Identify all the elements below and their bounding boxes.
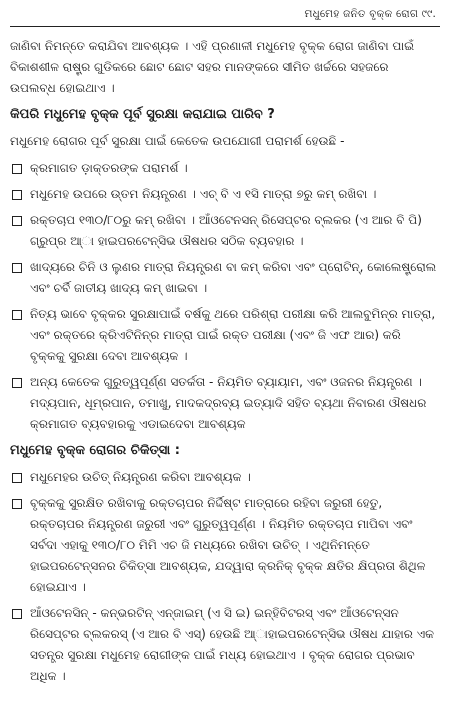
list-item [10, 158, 438, 179]
list-item-text: ଖାଦ୍ୟରେ ଚିନି ଓ ଲୁଣର ମାତ୍ରା ନିୟନ୍ତ୍ରଣ ବା କମ୍ କରିବା ଏବଂ ପ୍ରୋଟିନ୍, କୋଲେଷ୍ଟ୍ରୋଲ ଏବଂ ଚର୍ବି ଜାତୀୟ ଖାଦ୍ୟ କମ୍ ଖାଇବା । [30, 260, 437, 295]
list-item-text: କ୍ରମାଗତ ଡ଼ାକ୍ତରଙ୍କ ପରାମର୍ଶ । [30, 161, 188, 175]
list-item [10, 304, 438, 367]
section-heading-prevention: କିପରି ମଧୁମେହ ବୃକ୍କ ପୂର୍ବ ସୁରକ୍ଷା କରାଯାଇ ପାରିବ ? [10, 107, 275, 122]
prevention-list [10, 158, 438, 435]
checkbox-bullet-icon [12, 378, 22, 388]
list-item-text: ଅନ୍ୟ କେତେକ ଗୁରୁତ୍ୱପୂର୍ଣ୍ଣ ସତର୍କତା - ନିୟମିତ ବ୍ୟାୟାମ, ଏବଂ ଓଜନର ନିୟନ୍ତ୍ରଣ । ମଦ୍ୟପାନ, ଧୂମ୍ରପାନ, ତମାଖୁ, ମାଦକଦ୍ରବ୍ୟ ଇତ୍ୟାଦି ସହିତ ବ୍ୟଥା ନିବାରଣ ଔଷଧର କ୍ରମାଗତ ବ୍ୟବହାରକୁ ଏଡାଇଦେବା ଆବଶ୍ୟକ [30, 375, 427, 431]
checkbox-bullet-icon [12, 499, 22, 509]
list-item-text: ଆଁଓଟେନସିନ୍ - କନ୍ଭରଟିନ୍ ଏନ୍‌ଜାଇମ୍ (ଏ ସି ଇ) ଇନ୍‌ହିବିଟରସ୍ ଏବଂ ଆଁଓଟେନ୍‌ସନ ରିସେପ୍ଟର ବ୍ଲକରସ୍ (ଏ ଆର ବି ଏସ୍) ହେଉଛି ଆ୍ାହାଇପରଟେନ୍ସିଭ ଔଷଧ ଯାହାର ଏକ ସତନ୍ତ୍ର ସୁରକ୍ଷା ମଧୁମେହ ରୋଗୀଙ୍କ ପାଇଁ ମଧ୍ୟ ହୋଇଥାଏ । ବୃକ୍କ ରୋଗର ପ୍ରଭାବ ଅଧିକ । [30, 606, 434, 683]
header-rule [10, 26, 440, 27]
list-item-text: ନିତ୍ୟ ଭାବେ ବୃକ୍କର ସୁରକ୍ଷାପାଇଁ ବର୍ଷକୁ ଥରେ ପରିଶ୍ରା ପରୀକ୍ଷା କରି ଆଲବୁମିନ୍ର ମାତ୍ରା, ଏବଂ ରକ୍ତରେ କ୍ରିଏଟିନିନ୍ର ମାତ୍ରା ପାଇଁ ରକ୍ତ ପରୀକ୍ଷା (ଏବଂ ଜି ଏଫ ଆର) କରି ବୃକ୍କକୁ ସୁରକ୍ଷା ଦେବା ଆବଶ୍ୟକ । [30, 307, 436, 363]
treatment-list [10, 467, 438, 687]
list-item [10, 372, 438, 435]
list-item-text: ବୃକ୍କକୁ ସୁରକ୍ଷିତ ରଖିବାକୁ ରକ୍ତଚାପର ନିର୍ଦ୍ଦିଷ୍ଟ ମାତ୍ରାରେ ରହିବା ଜରୁରୀ ହେତୁ, ରକ୍ତଚାପର ନିୟନ୍ତ୍ରଣ ଜରୁରୀ ଏବଂ ଗୁରୁତ୍ୱପୂର୍ଣ୍ଣ । ନିୟମିତ ରକ୍ତଚାପ ମାପିବା ଏବଂ ସର୍ବଦା ଏହାକୁ ୧୩୦/୮୦ ମିମି ଏଚ ଜି ମଧ୍ୟରେ ରଖିବା ଉଚିତ୍ । ଏଥିନିମନ୍ତେ ହାଇପରଟେନ୍ସନର ଚିକିତ୍ସା ଆବଶ୍ୟକ, ଯଦ୍ୱାରା କ୍ରନିକ୍ ବୃକ୍କ କ୍ଷତିର କ୍ଷିପ୍ରତା ଶିଥିଳ ହୋଇଯାଏ । [30, 496, 426, 594]
list-item [10, 467, 438, 488]
checkbox-bullet-icon [12, 473, 22, 483]
list-item [10, 184, 438, 205]
page-content [10, 36, 438, 692]
running-head: ମଧୁମେହ ଜନିତ ବୃକ୍କ ରୋଗ ୯୯. [304, 8, 436, 20]
list-item-text: ମଧୁମେହ ଉପରେ ଉ୍ତମ ନିୟନ୍ତ୍ରଣ । ଏଚ୍ ବି ଏ ୧ସି ମାତ୍ରା ୭ରୁ କମ୍ ରଖିବା । [30, 187, 377, 201]
list-item [10, 257, 438, 299]
list-item-text: ମଧୁମେହର ଉଚିତ୍ ନିୟନ୍ତ୍ରଣ କରିବା ଆବଶ୍ୟକ । [30, 470, 251, 484]
list-item [10, 210, 438, 252]
checkbox-bullet-icon [12, 216, 22, 226]
section-lead: ମଧୁମେହ ରୋଗର ପୂର୍ବ ସୁରକ୍ଷା ପାଇଁ କେତେକ ଉପଯୋଗୀ ପରାମର୍ଶ ହେଉଛି - [10, 134, 345, 148]
list-item [10, 493, 438, 598]
intro-paragraph: ଜାଣିବା ନିମନ୍ତେ କରାଯିବା ଆବଶ୍ୟକ । ଏହି ପ୍ରଣାଳୀ ମଧୁମେହ ବୃକ୍କ ରୋଗ ଜାଣିବା ପାଇଁ ବିକାଶଶୀଳ ରାଷ୍ଟ୍ର ଗୁଡିକରେ ଛୋଟ ଛୋଟ ସହର ମାନଙ୍କରେ ସୀମିତ ଖର୍ଚ୍ଚରେ ସହଜରେ ଉପଲବ୍ଧ ହୋଇଥାଏ । [10, 39, 415, 95]
checkbox-bullet-icon [12, 609, 22, 619]
list-item-text: ରକ୍ତଚାପ ୧୩୦/୮୦ରୁ କମ୍ ରଖିବା । ଆଁଓଟେନସନ୍ ରିସେପ୍ଟର ବ୍ଲକର (ଏ ଆର ବି ପି) ଗ୍ରୁପ୍ର ଆ୍ା ହାଇପରଟେନ୍ସିଭ ଔଷଧର ସଠିକ ବ୍ୟବହାର । [30, 213, 422, 248]
checkbox-bullet-icon [12, 263, 22, 273]
checkbox-bullet-icon [12, 190, 22, 200]
checkbox-bullet-icon [12, 310, 22, 320]
section-heading-treatment: ମଧୁମେହ ବୃକ୍କ ରୋଗର ଚିକିତ୍ସା : [10, 443, 180, 458]
list-item [10, 603, 438, 687]
checkbox-bullet-icon [12, 164, 22, 174]
